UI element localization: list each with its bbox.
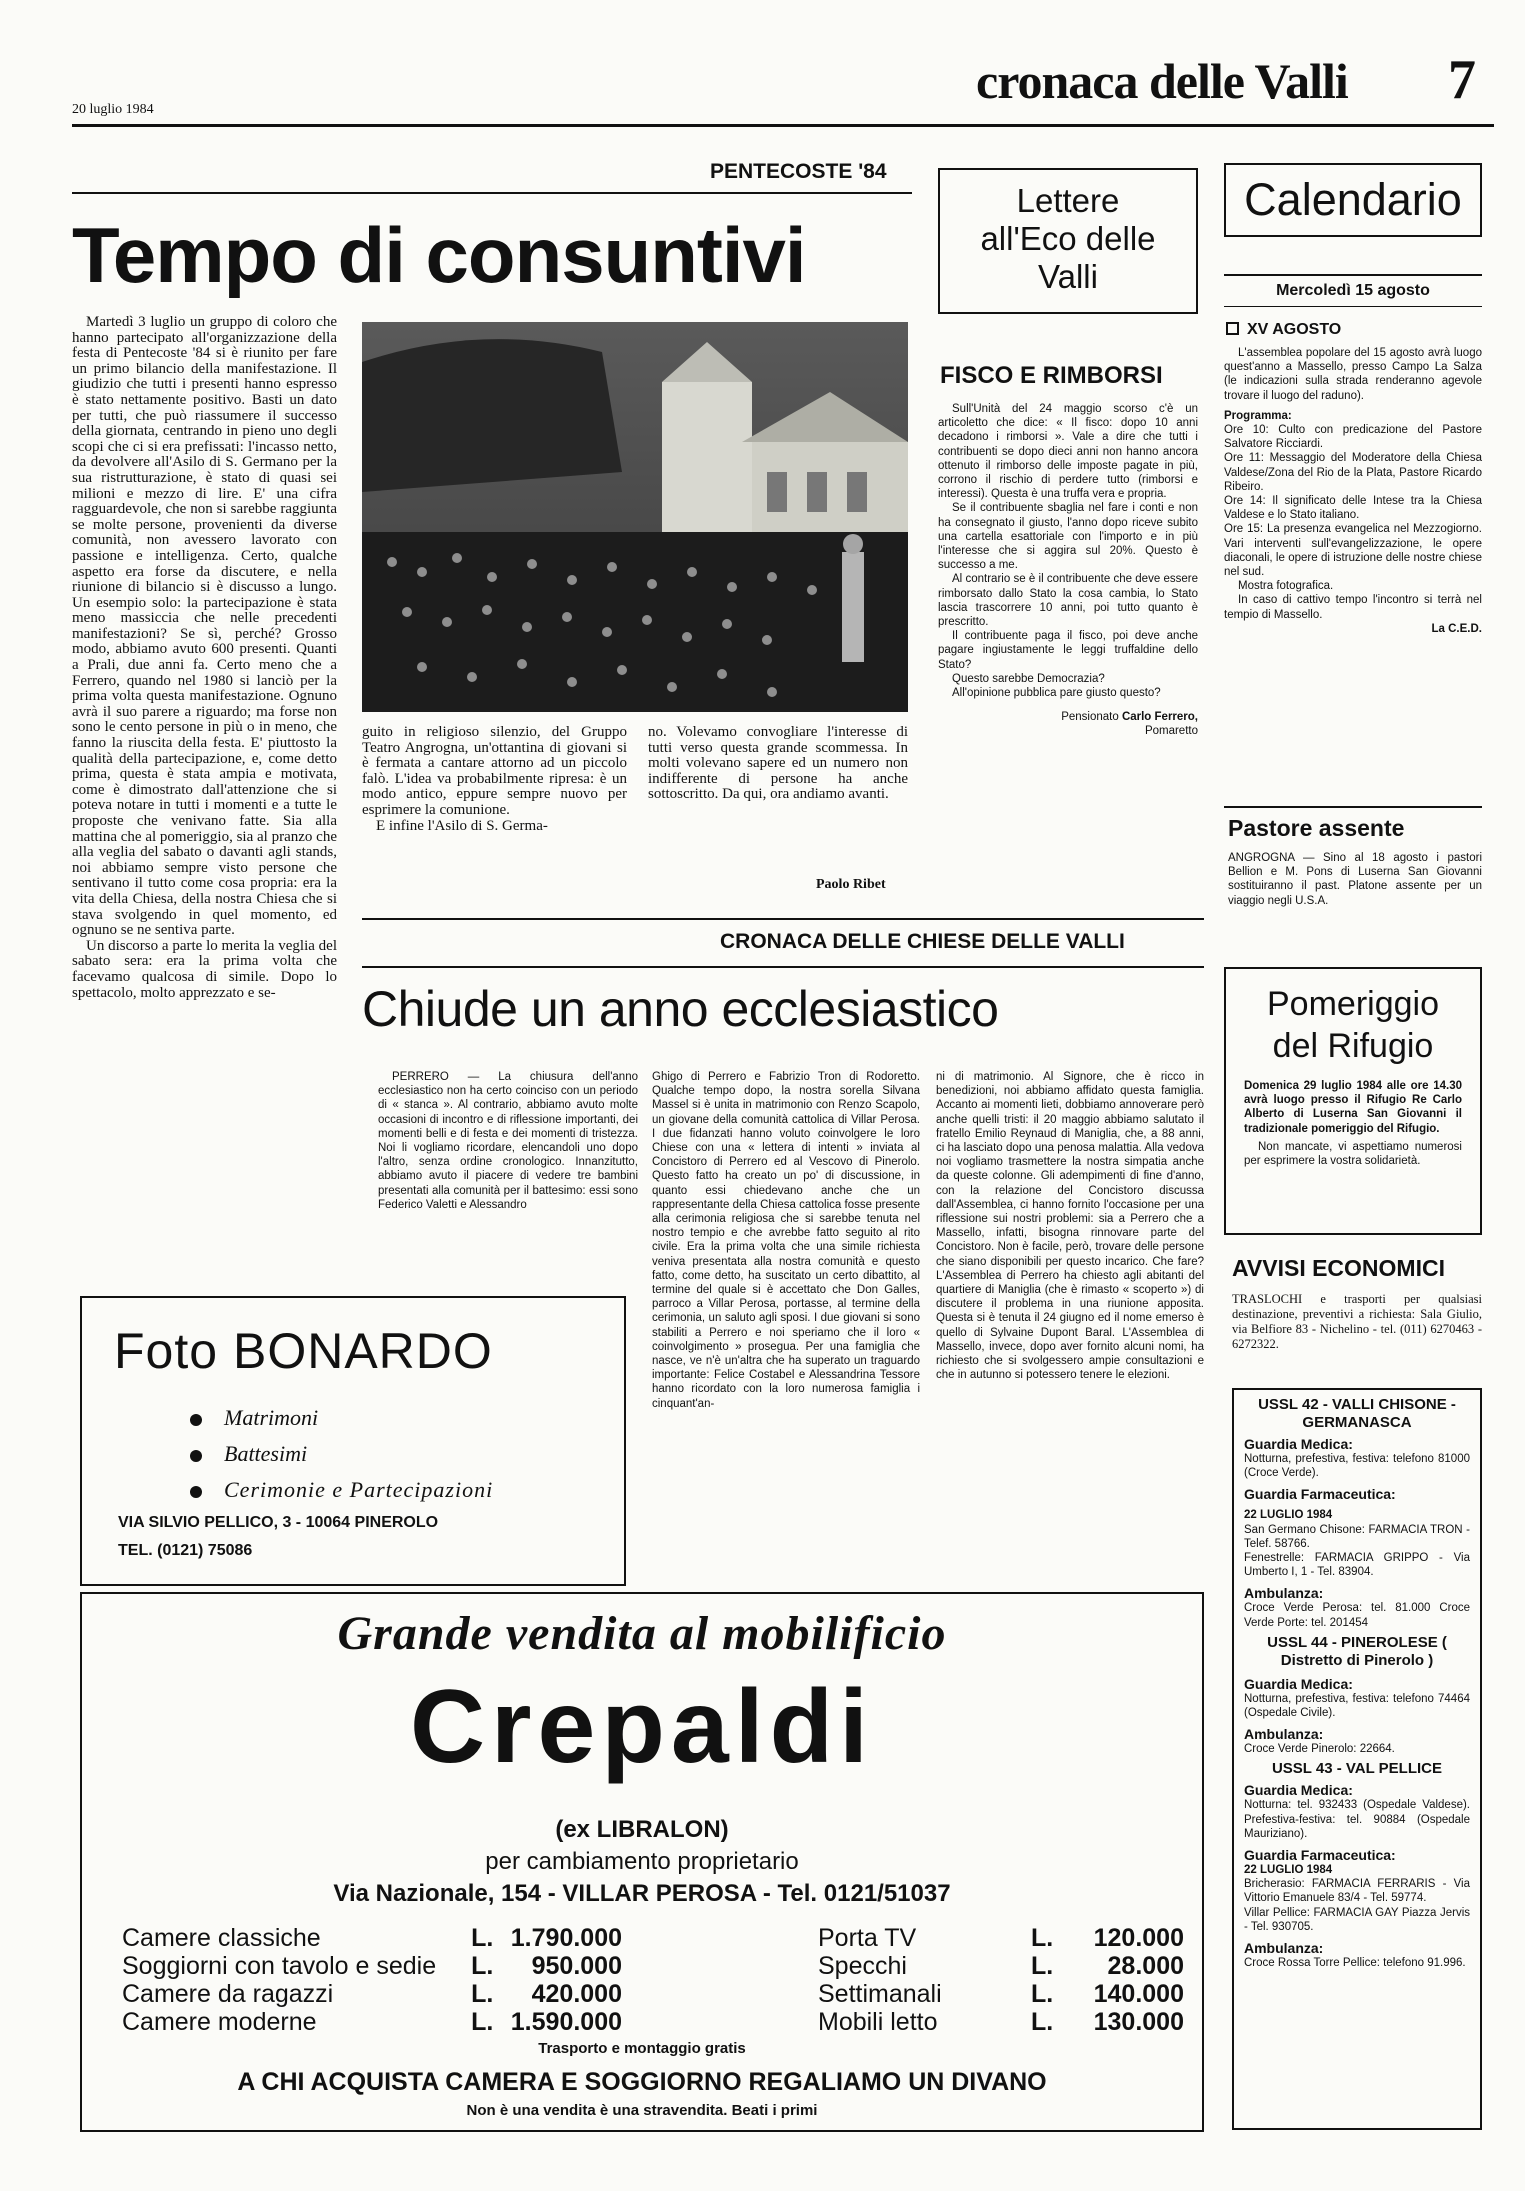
ussl-42-pharmacy-1: San Germano Chisone: FARMACIA TRON - Telef. 58766. <box>1244 1523 1470 1550</box>
pastore-text: ANGROGNA — Sino al 18 agosto i pastori Bellion e M. Pons di Luserna San Giovanni sostituiranno il past. Platone assente per un viaggio negli U.S.A. <box>1228 852 1482 907</box>
letter-signature-place: Pomaretto <box>1144 725 1198 738</box>
price-item-name: Soggiorni con tavolo e sedie <box>122 1952 437 1980</box>
ussl-43-pharmacy-1: Bricherasio: FARMACIA FERRARIS - Via Vittorio Emanuele 83/4 - Tel. 59774. <box>1244 1878 1470 1905</box>
price-row <box>818 1924 1184 1952</box>
masthead-title: cronaca delle Valli <box>976 53 1348 109</box>
calendar-title: Calendario <box>1244 174 1462 225</box>
crepaldi-address: Via Nazionale, 154 - VILLAR PEROSA - Tel. 0121/51037 <box>333 1880 951 1907</box>
calendar-extra-2: In caso di cattivo tempo l'incontro si terrà nel tempio di Massello. <box>1224 594 1482 621</box>
calendar-program-label: Programma: <box>1224 409 1292 422</box>
calendar-date: Mercoledì 15 agosto <box>1276 282 1430 299</box>
letter-paragraph-1: Sull'Unità del 24 maggio scorso c'è un articoletto che dice: « Il fisco: dopo 10 anni decadono i rimborsi ». Vale a dire che tutti i contribuenti se dopo dieci anni non hanno ancora ottenuto il rimborso delle imposte pagate in più, corrono il rischio di perdere tutto (rimborsi e interessi). Questa è una truffa vera e propria. <box>938 403 1198 501</box>
crepaldi-tagline: Non è una vendita è una stravendita. Beati i primi <box>466 2102 818 2119</box>
price-row <box>818 1952 1184 1980</box>
ussl-44-ambulanza-label: Ambulanza: <box>1244 1726 1324 1743</box>
ussl-42-guardia-farmaceutica-label: Guardia Farmaceutica: <box>1244 1486 1396 1503</box>
ussl-42-guardia-medica-text: Notturna, prefestiva, festiva: telefono 81000 (Croce Verde). <box>1244 1453 1470 1480</box>
calendar-body <box>1224 346 1482 636</box>
ussl-43-pharmacy-2: Villar Pellice: FARMACIA GAY Piazza Jervis - Tel. 930705. <box>1244 1906 1470 1933</box>
main-article-column-1 <box>72 315 337 1001</box>
price-item-name: Mobili letto <box>818 2008 938 2036</box>
price-value: 28.000 <box>1107 1952 1184 1980</box>
calendar-program-item: Ore 14: Il significato delle Intese tra la Chiesa Valdese e lo Stato italiano. <box>1224 495 1482 522</box>
pentecost-photo <box>362 322 908 712</box>
chiese-rule-bottom <box>362 966 1204 968</box>
foto-bonardo-name <box>114 1322 493 1380</box>
letter-paragraph-5: Questo sarebbe Democrazia? <box>952 672 1105 685</box>
rifugio-text-2: Non mancate, vi aspettiamo numerosi per esprimere la vostra solidarietà. <box>1244 1140 1462 1168</box>
ussl-44-guardia-medica-label: Guardia Medica: <box>1244 1675 1353 1692</box>
price-currency: L. <box>1031 2008 1054 2036</box>
main-article-text-3: no. Volevamo convogliare l'interesse di tutti verso questa grande scommessa. In molti volevano sapere ed un numero non indifferente di persone ha anche sottoscritto. Da qui, ora andiamo avanti. <box>648 724 908 803</box>
price-currency: L. <box>471 1980 494 2008</box>
service-item <box>190 1400 493 1436</box>
kicker-rule <box>72 192 912 194</box>
calendar-program-item: Ore 15: La presenza evangelica nel Mezzogiorno. Vari interventi sull'evangelizzazione, le opere diaconali, le opere di istruzione delle nostre chiese nel sud. <box>1224 523 1482 579</box>
main-article-text-1: Martedì 3 luglio un gruppo di coloro che hanno partecipato all'organizzazione della festa di Pentecoste '84 si è riunito per fare un primo bilancio della manifestazione. Il giudizio che tutti i presenti hanno espresso è stato nettamente positivo. Basti un dato per tutti, che può riassumere il successo della giornata, centrando in pieno uno degli scopi che ci si era prefissati: l'incasso netto, da devolvere all'Asilo di S. Germano per la sua ristrutturazione, è stato di quasi sei milioni e mezzo di lire. E' una cifra ragguardevole, che non si sarebbe raggiunta se molte persone, provenienti da diverse comunità, non avessero lavorato con passione e intelligenza. Certo, qualche aspetto era forse da discutere, e nella riunione di bilancio si è discusso a lungo. Un esempio solo: la partecipazione è stata meno massiccia che nelle precedenti manifestazioni? Se sì, perché? Grosso modo, abbiamo avuto 600 presenti. Quanti a Prali, due anni fa. Certo meno che a Ferrero, quando nel 1980 si lanciò per la prima volta questa manifestazione. Ognuno avrà il suo parere a riguardo; ma forse non sono le cento persone in più o in meno, che fanno la riuscita della festa. E' piuttosto la qualità della partecipazione, e, come detto prima, questa è stata ampia e motivata, come è dimostrato dall'attenzione che si poteva notare in tutti i momenti e a tutte le proposte che venivano fatte. Sia alla mattina che al pomeriggio, sia al pranzo che alla veglia del sabato o davanti agli stands, noi abbiamo sempre visto persone che sentivano il tutto come cosa propria: era la vita della Chiesa, della nostra Chiesa che si stava svolgendo in quel momento, ed ognuno se ne sentiva parte. <box>72 314 337 939</box>
chiese-rule-top <box>362 918 1204 920</box>
masthead-rule <box>72 124 1494 127</box>
price-value: 420.000 <box>531 1980 622 2008</box>
calendar-title-box <box>1224 163 1482 237</box>
main-article-column-3 <box>648 724 908 892</box>
main-article-column-2 <box>362 725 627 834</box>
price-item-name: Camere da ragazzi <box>122 1980 334 2008</box>
price-row <box>818 2008 1184 2036</box>
calendar-extra-1: Mostra fotografica. <box>1238 580 1334 593</box>
letter-signature <box>938 710 1198 738</box>
price-value: 1.590.000 <box>510 2008 622 2036</box>
ussl-43-ambulanza-text: Croce Rossa Torre Pellice: telefono 91.996. <box>1244 1957 1466 1970</box>
price-value: 140.000 <box>1093 1980 1184 2008</box>
ussl-42-ambulanza-label: Ambulanza: <box>1244 1585 1324 1602</box>
service-item <box>190 1472 493 1508</box>
letters-headline: FISCO E RIMBORSI <box>940 362 1163 389</box>
crepaldi-brand: Crepaldi <box>409 1669 875 1785</box>
avvisi-title: AVVISI ECONOMICI <box>1232 1255 1445 1281</box>
price-row <box>122 1952 622 1980</box>
crepaldi-reason: per cambiamento proprietario <box>485 1848 799 1875</box>
calendar-event-title-row <box>1226 321 1341 339</box>
rifugio-text: Domenica 29 luglio 1984 alle ore 14.30 avrà luogo presso il Rifugio Re Carlo Alberto di Luserna San Giovanni il tradizionale pomeriggio del Rifugio. <box>1244 1080 1462 1135</box>
foto-bonardo-services <box>190 1400 493 1508</box>
chiese-headline: Chiude un anno ecclesiastico <box>362 981 999 1037</box>
crepaldi-offer: A CHI ACQUISTA CAMERA E SOGGIORNO REGALIAMO UN DIVANO <box>237 2068 1047 2096</box>
calendar-program-item: Ore 11: Messaggio del Moderatore della Chiesa Valdese/Zona del Rio de la Plata, Pastore Ricardo Ribeiro. <box>1224 452 1482 493</box>
bullet-icon <box>190 1450 202 1462</box>
price-value: 950.000 <box>531 1952 622 1980</box>
price-item-name: Specchi <box>818 1952 907 1980</box>
foto-bonardo-name-part-1: Foto <box>114 1323 219 1379</box>
price-item-name: Porta TV <box>818 1924 917 1952</box>
crepaldi-ad <box>80 1592 1204 2132</box>
ussl-42-title: USSL 42 - VALLI CHISONE - GERMANASCA <box>1258 1396 1456 1431</box>
foto-bonardo-address: VIA SILVIO PELLICO, 3 - 10064 PINEROLO <box>118 1514 439 1531</box>
main-headline: Tempo di consuntivi <box>72 211 806 299</box>
service-item-label: Cerimonie e Partecipazioni <box>224 1477 494 1502</box>
ussl-43-guardia-medica-label: Guardia Medica: <box>1244 1782 1353 1799</box>
chiese-text-2: Ghigo di Perrero e Fabrizio Tron di Rodoretto. Qualche tempo dopo, la nostra sorella Silvana Massel si è unita in matrimonio con Renzo Scapolo, un giovane della comunità cattolica di Villar Perosa. I due fidanzati hanno voluto coinvolgere le loro Chiese con una « lettera di intenti » inviata al Concistoro di Perrero ed al Vescovo di Pinerolo. Questo fatto ha creato un po' di discussione, in quanto essi chiedevano anche che un rappresentante della Chiesa cattolica fosse presente alla cerimonia religiosa che si sarebbe tenuta nel nostro tempio e che avrebbe fatto seguito al rito civile. Era la prima volta che una simile richiesta veniva presentata alla nostra comunità e questo fatto, come detto, ha suscitato un certo dibattito, al termine del quale si è accettato che Don Galles, parroco a Villar Perosa, portasse, al termine della cerimonia, un saluto agli sposi. I due giovani si sono stabiliti a Perrero e noi speriamo che il loro « coinvolgimento » prosegua. Per una famiglia che nasce, ve n'è un'altra che ha superato un traguardo importante: Felice Costabel e Alessandrina Tessore hanno ricordato con la loro numerosa famiglia i cinquant'an- <box>652 1071 920 1410</box>
price-currency: L. <box>471 2008 494 2036</box>
foto-bonardo-phone: TEL. (0121) 75086 <box>118 1542 253 1559</box>
price-currency: L. <box>1031 1924 1054 1952</box>
price-currency: L. <box>471 1952 494 1980</box>
price-value: 1.790.000 <box>510 1924 622 1952</box>
price-item-name: Camere classiche <box>122 1924 321 1952</box>
ussl-42-date: 22 LUGLIO 1984 <box>1244 1509 1333 1522</box>
ussl-44-guardia-medica-text: Notturna, prefestiva, festiva: telefono 74464 (Ospedale Civile). <box>1244 1692 1470 1720</box>
letter-paragraph-4: Il contribuente paga il fisco, poi deve anche pagare ingiustamente le leggi truffaldine dello Stato? <box>938 630 1198 671</box>
price-row <box>122 1924 622 1952</box>
ussl-43-ambulanza-label: Ambulanza: <box>1244 1940 1324 1957</box>
ussl-43-guardia-farmaceutica-label: Guardia Farmaceutica: <box>1244 1847 1396 1864</box>
ussl-42-pharmacy-2: Fenestrelle: FARMACIA GRIPPO - Via Umberto I, 1 - Tel. 83904. <box>1244 1552 1470 1579</box>
letter-paragraph-2: Se il contribuente sbaglia nel fare i conti e non ha consegnato il giusto, l'anno dopo riceve subito una cartella esattoriale con l'importo e in più l'interesse che si aggira sul 20%. Questo è successo a me. <box>938 502 1198 572</box>
chiese-text-3: ni di matrimonio. Al Signore, che è ricco in benedizioni, noi abbiamo affidato questa famiglia. Accanto ai momenti lieti, dobbiamo annoverare però anche quelli tristi: il 20 maggio abbiamo salutato il fratello Emilio Reynaud di Maniglia, che, a 88 anni, ci ha lasciato dopo una penosa malattia. Alla vedova noi vogliamo trasmettere la nostra simpatia anche da queste colonne. Gli adempimenti di fine d'anno, con la relazione del Concistoro discussa dall'Assemblea, ci hanno fornito l'occasione per una riflessione sui nostri problemi: sia a Perrero che a Massello, infatti, bisogna rinnovare parte del Concistoro. Non è facile, però, trovare delle persone che siano disponibili per questo incarico. Che fare? L'Assemblea di Perrero ha chiesto agli abitanti del quartiere di Maniglia (che è rimasto « scoperto ») di discutere il problema in una riunione apposita. Questa si è tenuta il 24 giugno ed il nome emerso è quello di Sylvaine Dupont Baral. L'Assemblea di Massello, invece, dopo aver fornito alcuni nomi, ha richiesto che si svolgessero ampie consultazioni e che in autunno si potessero tenere le elezioni. <box>936 1071 1204 1382</box>
price-value: 130.000 <box>1093 2008 1184 2036</box>
avvisi-text: TRASLOCHI e trasporti per qualsiasi destinazione, preventivi a richiesta: Sala Giulio, via Belfiore 83 - Nichelino - tel. (011) 6270463 - 6272322. <box>1232 1292 1482 1351</box>
calendar-signature: La C.E.D. <box>1431 622 1482 635</box>
price-item-name: Camere moderne <box>122 2008 317 2036</box>
foto-bonardo-ad <box>80 1296 626 1586</box>
crowd-photo-icon <box>362 322 908 712</box>
checkbox-icon <box>1226 322 1239 335</box>
chiese-text-1: PERRERO — La chiusura dell'anno ecclesiastico non ha certo coinciso con un periodo di « stanca ». Al contrario, abbiamo avuto molte occasioni di incontro e di riflessione importanti, dei momenti belli e di festa e dei momenti di tristezza. Noi li vogliamo ricordare, elencandoli uno dopo l'altro, senza ordine cronologico. Innanzitutto, abbiamo avuto il piacere di vedere tre bambini presentati alla comunità per il battesimo: essi sono Federico Valetti e Alessandro <box>378 1071 638 1211</box>
letters-box-title: Lettere all'Eco delle Valli <box>980 182 1156 295</box>
crepaldi-headline: Grande vendita al mobilificio <box>337 1607 947 1660</box>
crepaldi-price-list-left <box>122 1924 622 2036</box>
chiese-kicker: CRONACA DELLE CHIESE DELLE VALLI <box>720 930 1125 953</box>
ussl-43-title: USSL 43 - VAL PELLICE <box>1271 1760 1443 1778</box>
calendar-intro: L'assemblea popolare del 15 agosto avrà luogo quest'anno a Massello, presso Campo La Salza (le indicazioni sulla strada renderanno agevole trovare il luogo del raduno). <box>1224 347 1482 402</box>
price-currency: L. <box>1031 1952 1054 1980</box>
calendar-rule-top <box>1224 274 1482 276</box>
ussl-44-ambulanza-text: Croce Verde Pinerolo: 22664. <box>1244 1743 1395 1756</box>
price-row <box>122 2008 622 2036</box>
letter-signature-role: Pensionato <box>1061 711 1119 724</box>
issue-date: 20 luglio 1984 <box>72 102 154 117</box>
rifugio-title: Pomeriggio del Rifugio <box>1267 985 1439 1065</box>
letter-signature-name: Carlo Ferrero, <box>1121 711 1198 724</box>
bullet-icon <box>190 1486 202 1498</box>
main-article-text-2: guito in religioso silenzio, del Gruppo Teatro Angrogna, un'ottantina di giovani si è fermata a cantare attorno ad un piccolo falò. L'idea va probabilmente ripresa: è un modo antico, eppure sempre nuovo per esprimere la comunione. <box>362 724 627 818</box>
calendar-event-title: XV AGOSTO <box>1247 321 1342 338</box>
service-item <box>190 1436 493 1472</box>
ussl-42-ambulanza-text: Croce Verde Perosa: tel. 81.000 Croce Verde Porte: tel. 201454 <box>1244 1602 1470 1629</box>
crepaldi-transport: Trasporto e montaggio gratis <box>538 2040 746 2057</box>
price-currency: L. <box>1031 1980 1054 2008</box>
letter-paragraph-3: Al contrario se è il contribuente che deve essere rimborsato dallo Stato la cosa cambia, lo Stato lascia trascorrere 10 anni, poi tutto quanto è prescritto. <box>938 573 1198 629</box>
calendar-program-item: Ore 10: Culto con predicazione del Pastore Salvatore Ricciardi. <box>1224 424 1482 451</box>
ussl-42-guardia-medica-label: Guardia Medica: <box>1244 1436 1353 1452</box>
letter-paragraph-6: All'opinione pubblica pare giusto questo? <box>952 687 1161 700</box>
page-number: 7 <box>1448 49 1476 111</box>
bullet-icon <box>190 1414 202 1426</box>
price-item-name: Settimanali <box>818 1980 942 2008</box>
price-row <box>818 1980 1184 2008</box>
main-article-text-1b: Un discorso a parte lo merita la veglia del sabato sera: era la prima volta che facevamo qualcosa di simile. Dopo lo spettacolo, molto apprezzato e se- <box>72 937 337 1001</box>
pastore-rule <box>1224 806 1482 808</box>
letters-body <box>938 402 1198 739</box>
letters-box <box>938 168 1198 314</box>
pastore-title: Pastore assente <box>1228 815 1405 841</box>
service-item-label: Matrimoni <box>224 1405 319 1430</box>
ussl-box <box>1232 1388 1482 2130</box>
main-kicker: PENTECOSTE '84 <box>710 160 887 183</box>
crepaldi-ex: (ex LIBRALON) <box>555 1816 729 1843</box>
ussl-43-date: 22 LUGLIO 1984 <box>1244 1864 1333 1877</box>
calendar-rule-bottom <box>1224 306 1482 307</box>
price-row <box>122 1980 622 2008</box>
main-article-author: Paolo Ribet <box>816 877 886 892</box>
crepaldi-price-list-right <box>818 1924 1184 2036</box>
price-currency: L. <box>471 1924 494 1952</box>
rifugio-box <box>1224 967 1482 1235</box>
service-item-label: Battesimi <box>224 1441 308 1466</box>
ussl-43-guardia-medica-text: Notturna: tel. 932433 (Ospedale Valdese). Prefestiva-festiva: tel. 90884 (Ospedale Mauriziano). <box>1244 1799 1470 1840</box>
foto-bonardo-name-part-2: BONARDO <box>232 1323 493 1379</box>
price-value: 120.000 <box>1093 1924 1184 1952</box>
ussl-44-title: USSL 44 - PINEROLESE ( Distretto di Pinerolo ) <box>1267 1633 1447 1669</box>
main-article-text-2b: E infine l'Asilo di S. Germa- <box>376 817 548 834</box>
